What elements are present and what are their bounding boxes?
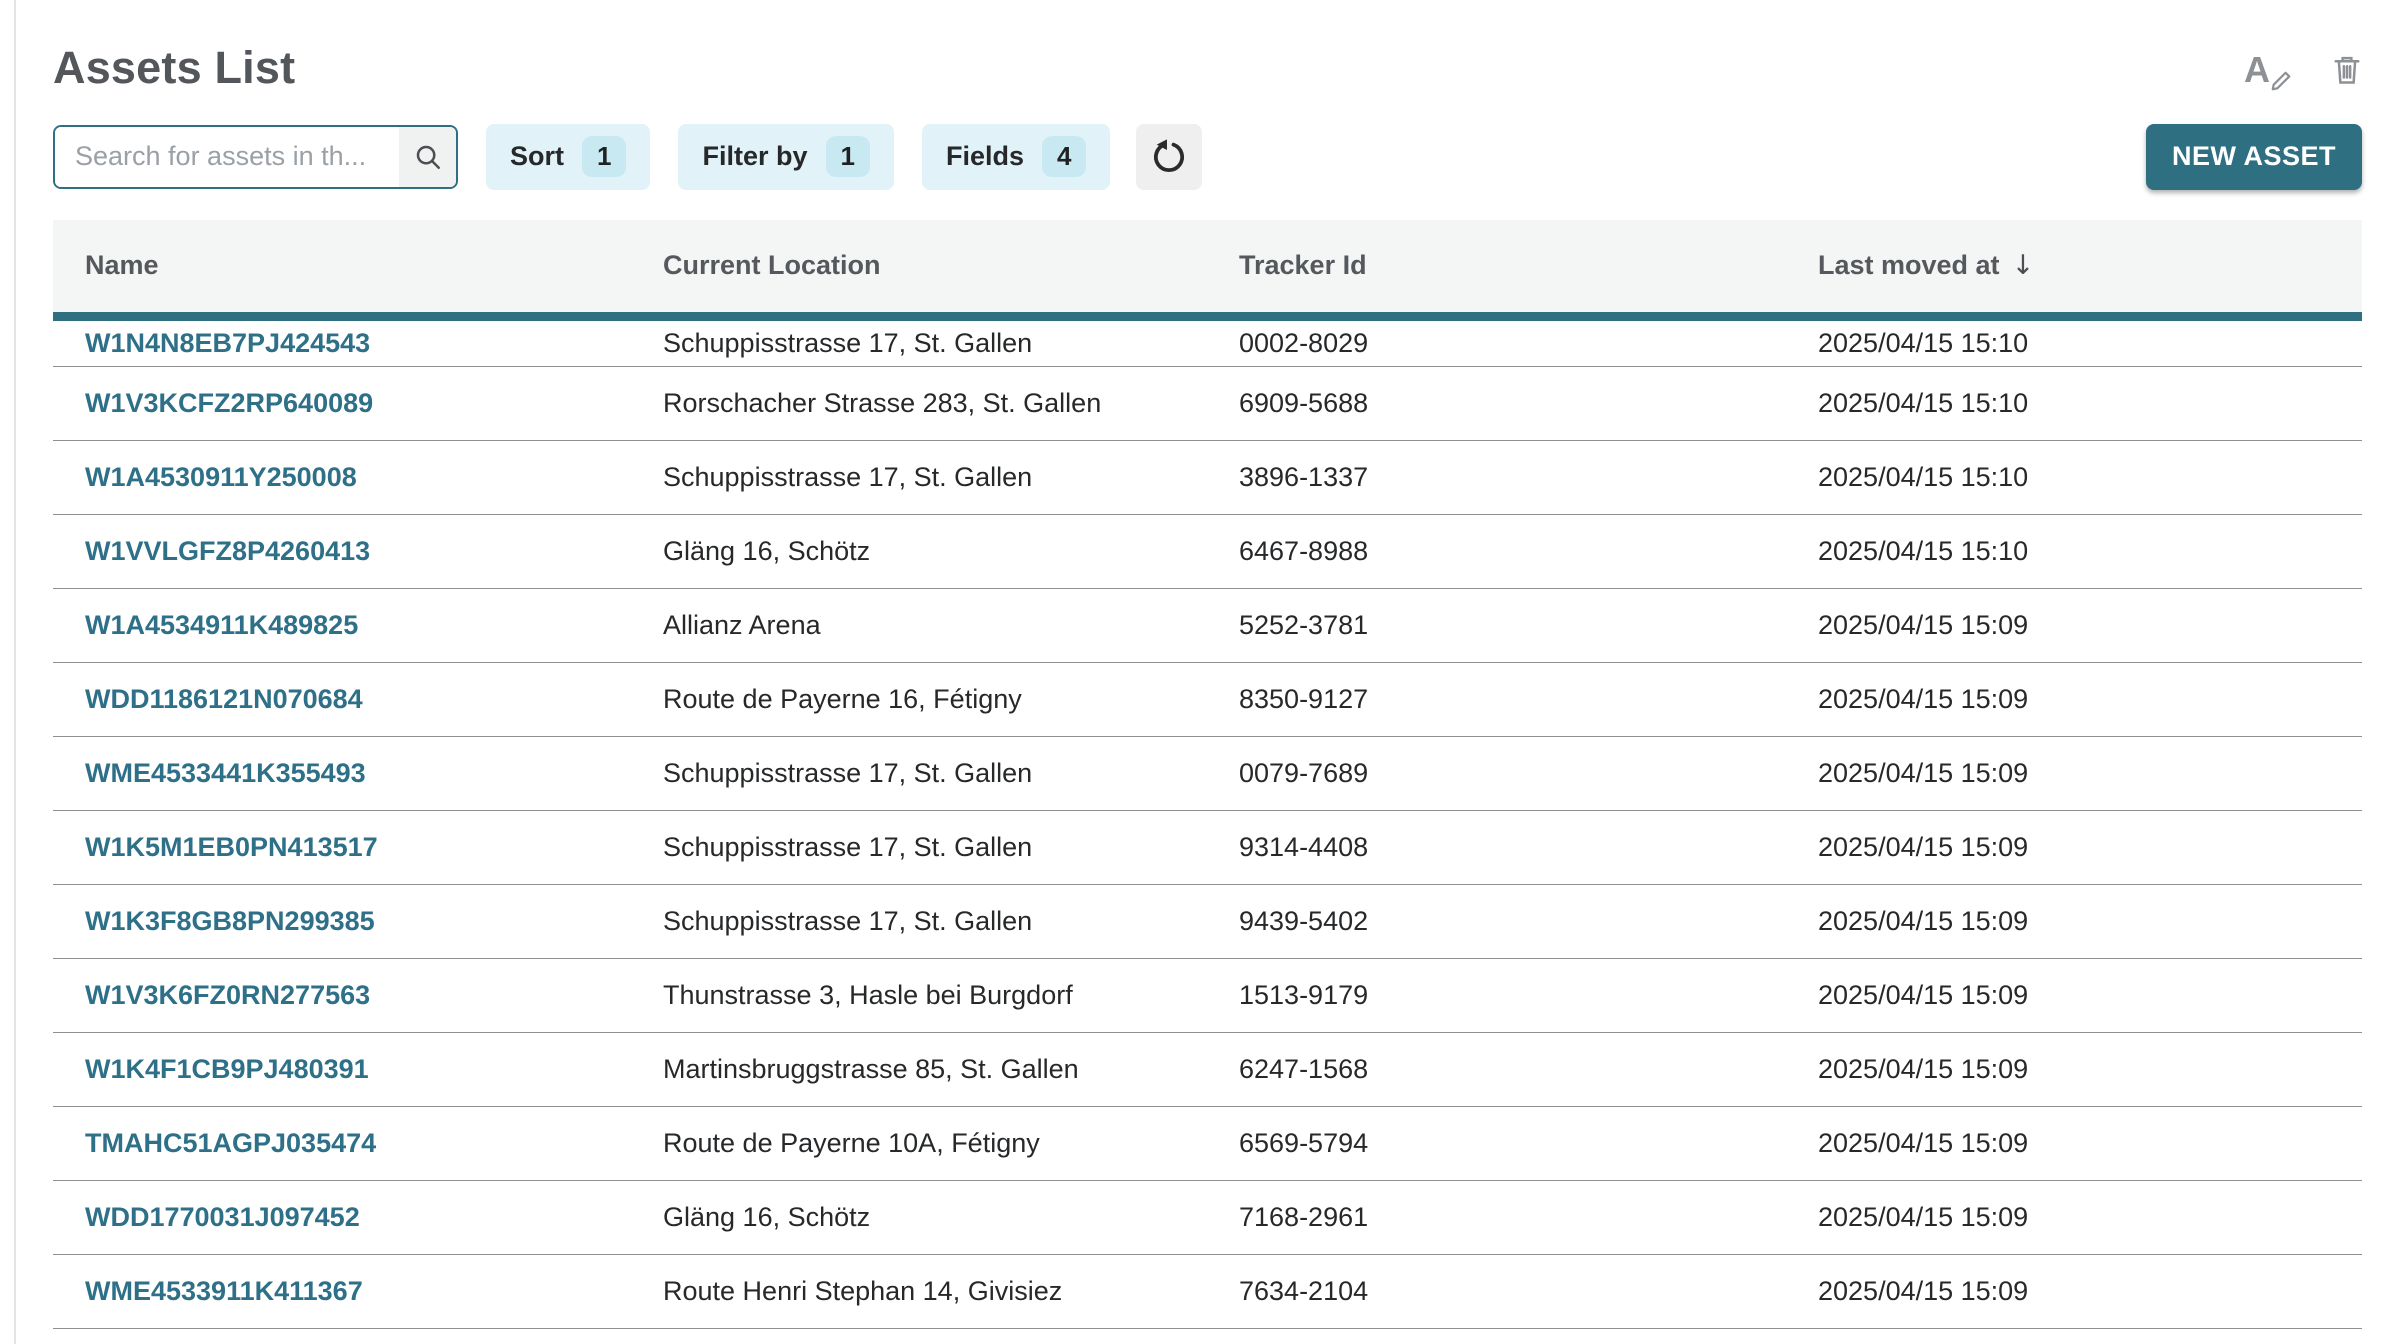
table-row bbox=[53, 811, 2362, 885]
asset-last-moved-cell: 2025/04/15 15:09 bbox=[1818, 683, 2029, 714]
filter-button-label: Filter by bbox=[702, 141, 808, 172]
search-input[interactable] bbox=[55, 127, 399, 187]
column-header-tracker-id[interactable]: Tracker Id bbox=[1239, 250, 1367, 281]
asset-location-cell: Schuppisstrasse 17, St. Gallen bbox=[663, 327, 1033, 358]
asset-location-cell: Martinsbruggstrasse 85, St. Gallen bbox=[663, 1053, 1079, 1084]
asset-name-link[interactable]: W1K3F8GB8PN299385 bbox=[85, 905, 375, 936]
asset-last-moved-cell: 2025/04/15 15:09 bbox=[1818, 831, 2029, 862]
sort-count-badge: 1 bbox=[582, 136, 626, 177]
rename-list-icon[interactable] bbox=[2244, 49, 2286, 90]
asset-name-cell bbox=[53, 536, 631, 567]
asset-last-moved-cell: 2025/04/15 15:09 bbox=[1818, 1275, 2029, 1306]
asset-last-moved-cell: 2025/04/15 15:09 bbox=[1818, 609, 2029, 640]
fields-count-badge: 4 bbox=[1042, 136, 1086, 177]
asset-tracker-id-cell: 7168-2961 bbox=[1239, 1201, 1369, 1232]
fields-button-label: Fields bbox=[945, 141, 1024, 172]
asset-last-moved-cell: 2025/04/15 15:10 bbox=[1818, 461, 2029, 492]
table-row bbox=[53, 885, 2362, 959]
page-title: Assets List bbox=[53, 42, 296, 93]
list-actions bbox=[2244, 49, 2362, 90]
asset-name-link[interactable]: W1V3K6FZ0RN277563 bbox=[85, 979, 371, 1010]
filter-count-badge: 1 bbox=[826, 136, 870, 177]
asset-name-link[interactable]: WDD1770031J097452 bbox=[85, 1201, 360, 1232]
asset-name-link[interactable]: WME4533441K355493 bbox=[85, 757, 366, 788]
asset-last-moved-cell: 2025/04/15 15:10 bbox=[1818, 327, 2029, 358]
assets-table bbox=[53, 220, 2362, 1329]
new-asset-button[interactable]: NEW ASSET bbox=[2146, 124, 2362, 190]
asset-name-link[interactable]: W1V3KCFZ2RP640089 bbox=[85, 387, 374, 418]
trash-icon bbox=[2332, 53, 2362, 87]
asset-name-cell bbox=[53, 1202, 631, 1233]
asset-tracker-id-cell: 7634-2104 bbox=[1239, 1275, 1369, 1306]
table-row bbox=[53, 1033, 2362, 1107]
asset-name-link[interactable]: W1VVLGFZ8P4260413 bbox=[85, 535, 371, 566]
asset-last-moved-cell: 2025/04/15 15:09 bbox=[1818, 1127, 2029, 1158]
table-row bbox=[53, 663, 2362, 737]
asset-last-moved-cell: 2025/04/15 15:10 bbox=[1818, 535, 2029, 566]
asset-location-cell: Route de Payerne 10A, Fétigny bbox=[663, 1127, 1040, 1158]
delete-list-icon[interactable] bbox=[2332, 53, 2362, 87]
table-body bbox=[53, 321, 2362, 1329]
asset-name-link[interactable]: W1A4534911K489825 bbox=[85, 609, 359, 640]
asset-location-cell: Route de Payerne 16, Fétigny bbox=[663, 683, 1022, 714]
toolbar bbox=[53, 124, 2362, 190]
asset-location-cell: Schuppisstrasse 17, St. Gallen bbox=[663, 905, 1033, 936]
table-row bbox=[53, 737, 2362, 811]
asset-tracker-id-cell: 0002-8029 bbox=[1239, 327, 1369, 358]
table-row bbox=[53, 589, 2362, 663]
asset-name-cell bbox=[53, 610, 631, 641]
asset-tracker-id-cell: 6569-5794 bbox=[1239, 1127, 1369, 1158]
asset-tracker-id-cell: 9314-4408 bbox=[1239, 831, 1369, 862]
asset-last-moved-cell: 2025/04/15 15:09 bbox=[1818, 1053, 2029, 1084]
asset-name-cell bbox=[53, 1054, 631, 1085]
fields-button[interactable] bbox=[922, 124, 1111, 190]
refresh-button[interactable] bbox=[1136, 124, 1202, 190]
asset-name-link[interactable]: W1A4530911Y250008 bbox=[85, 461, 357, 492]
asset-tracker-id-cell: 6247-1568 bbox=[1239, 1053, 1369, 1084]
asset-tracker-id-cell: 5252-3781 bbox=[1239, 609, 1369, 640]
search-submit[interactable] bbox=[399, 127, 456, 187]
asset-last-moved-cell: 2025/04/15 15:09 bbox=[1818, 1201, 2029, 1232]
asset-location-cell: Schuppisstrasse 17, St. Gallen bbox=[663, 461, 1033, 492]
table-row bbox=[53, 515, 2362, 589]
assets-list-page bbox=[53, 0, 2362, 1329]
asset-location-cell: Gläng 16, Schötz bbox=[663, 535, 871, 566]
pencil-icon bbox=[2270, 70, 2292, 92]
table-header bbox=[53, 220, 2362, 312]
asset-name-link[interactable]: TMAHC51AGPJ035474 bbox=[85, 1127, 377, 1158]
asset-last-moved-cell: 2025/04/15 15:09 bbox=[1818, 979, 2029, 1010]
asset-tracker-id-cell: 1513-9179 bbox=[1239, 979, 1369, 1010]
table-row bbox=[53, 1181, 2362, 1255]
sort-button[interactable] bbox=[486, 124, 650, 190]
asset-tracker-id-cell: 0079-7689 bbox=[1239, 757, 1369, 788]
sort-button-label: Sort bbox=[510, 141, 564, 172]
asset-location-cell: Allianz Arena bbox=[663, 609, 821, 640]
asset-last-moved-cell: 2025/04/15 15:09 bbox=[1818, 757, 2029, 788]
asset-name-cell bbox=[53, 832, 631, 863]
search-icon bbox=[413, 142, 443, 172]
asset-tracker-id-cell: 6909-5688 bbox=[1239, 387, 1369, 418]
asset-name-link[interactable]: WDD1186121N070684 bbox=[85, 683, 363, 714]
table-row bbox=[53, 1255, 2362, 1329]
asset-last-moved-cell: 2025/04/15 15:09 bbox=[1818, 905, 2029, 936]
asset-location-cell: Thunstrasse 3, Hasle bei Burgdorf bbox=[663, 979, 1073, 1010]
table-row bbox=[53, 959, 2362, 1033]
column-header-current-location[interactable]: Current Location bbox=[663, 250, 881, 281]
asset-location-cell: Route Henri Stephan 14, Givisiez bbox=[663, 1275, 1063, 1306]
table-row bbox=[53, 367, 2362, 441]
asset-last-moved-cell: 2025/04/15 15:10 bbox=[1818, 387, 2029, 418]
table-row bbox=[53, 321, 2362, 367]
asset-tracker-id-cell: 8350-9127 bbox=[1239, 683, 1369, 714]
panel-left-divider bbox=[14, 0, 16, 1344]
asset-name-cell bbox=[53, 758, 631, 789]
asset-tracker-id-cell: 3896-1337 bbox=[1239, 461, 1369, 492]
asset-name-link[interactable]: W1N4N8EB7PJ424543 bbox=[85, 327, 371, 358]
asset-name-cell bbox=[53, 906, 631, 937]
sort-direction-arrow: ↓ bbox=[2011, 250, 2035, 282]
column-header-name[interactable]: Name bbox=[85, 250, 159, 281]
asset-name-link[interactable]: WME4533911K411367 bbox=[85, 1275, 363, 1306]
refresh-ccw-icon bbox=[1150, 138, 1188, 176]
asset-name-cell bbox=[53, 1128, 631, 1159]
search-box bbox=[53, 125, 458, 189]
filter-by-button[interactable] bbox=[678, 124, 894, 190]
asset-location-cell: Rorschacher Strasse 283, St. Gallen bbox=[663, 387, 1102, 418]
table-row bbox=[53, 441, 2362, 515]
asset-location-cell: Gläng 16, Schötz bbox=[663, 1201, 871, 1232]
asset-name-cell bbox=[53, 462, 631, 493]
asset-name-link[interactable]: W1K4F1CB9PJ480391 bbox=[85, 1053, 369, 1084]
asset-tracker-id-cell: 6467-8988 bbox=[1239, 535, 1369, 566]
column-header-last-moved-at[interactable]: Last moved at ↓ bbox=[1818, 250, 2035, 282]
asset-name-cell bbox=[53, 328, 631, 359]
table-scroll-top-bar bbox=[53, 312, 2362, 321]
asset-tracker-id-cell: 9439-5402 bbox=[1239, 905, 1369, 936]
asset-location-cell: Schuppisstrasse 17, St. Gallen bbox=[663, 757, 1033, 788]
asset-name-cell bbox=[53, 1276, 631, 1307]
asset-location-cell: Schuppisstrasse 17, St. Gallen bbox=[663, 831, 1033, 862]
asset-name-cell bbox=[53, 980, 631, 1011]
asset-name-cell bbox=[53, 684, 631, 715]
asset-name-cell bbox=[53, 388, 631, 419]
rename-icon-letter: A bbox=[2244, 49, 2270, 90]
asset-name-link[interactable]: W1K5M1EB0PN413517 bbox=[85, 831, 378, 862]
table-row bbox=[53, 1107, 2362, 1181]
